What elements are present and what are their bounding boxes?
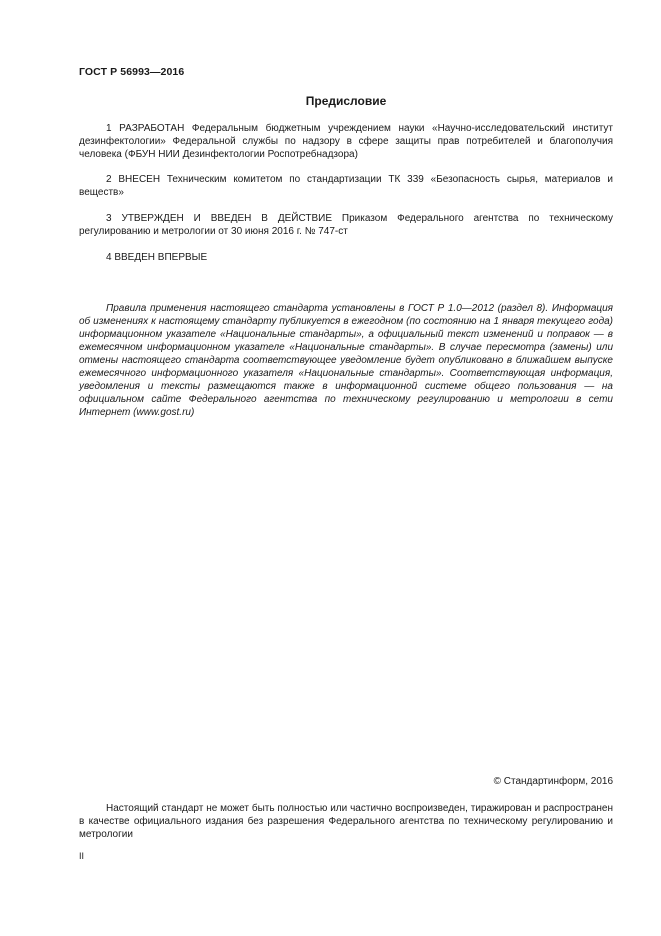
application-rules-note: Правила применения настоящего стандарта установлены в ГОСТ Р 1.0—2012 (раздел 8). Информация об изменениях к настоящему стандарту публикуется в ежегодном (по состоянию на 1 января текущего года) информационном указателе «Национальные стандарты», а официальный текст изменений и поправок — в ежемесячном информационном указателе «Национальные стандарты». В случае пересмотра (замены) или отмены настоящего стандарта соответствующее уведомление будет опубликовано в ближайшем выпуске ежемесячного информационного указателя «Национальные стандарты». Соответствующая информация, уведомления и тексты размещаются также в информационной системе общего пользования — на официальном сайте Федерального агентства по техническому регулированию и метрологии в сети Интернет (www.gost.ru) (79, 303, 613, 418)
document-code: ГОСТ Р 56993—2016 (79, 66, 185, 78)
foreword-item-introduced: 2 ВНЕСЕН Техническим комитетом по стандартизации ТК 339 «Безопасность сырья, материалов и веществ» (79, 174, 613, 198)
copyright-notice: © Стандартинформ, 2016 (493, 776, 613, 787)
page-number: II (79, 851, 85, 861)
page-title: Предисловие (305, 94, 387, 108)
foreword-item-first-introduced: 4 ВВЕДЕН ВПЕРВЫЕ (106, 252, 208, 263)
foreword-item-approved: 3 УТВЕРЖДЕН И ВВЕДЕН В ДЕЙСТВИЕ Приказом Федерального агентства по техническому регулированию и метрологии от 30 июня 2016 г. № 747-ст (79, 213, 613, 237)
legal-notice: Настоящий стандарт не может быть полностью или частично воспроизведен, тиражирован и распространен в качестве официального издания без разрешения Федерального агентства по техническому регулированию и метрологии (79, 803, 613, 840)
foreword-item-developed: 1 РАЗРАБОТАН Федеральным бюджетным учреждением науки «Научно-исследовательский институт дезинфектологии» Федеральной службы по надзору в сфере защиты прав потребителей и благополучия человека (ФБУН НИИ Дезинфектологии Роспотребнадзора) (79, 123, 613, 160)
